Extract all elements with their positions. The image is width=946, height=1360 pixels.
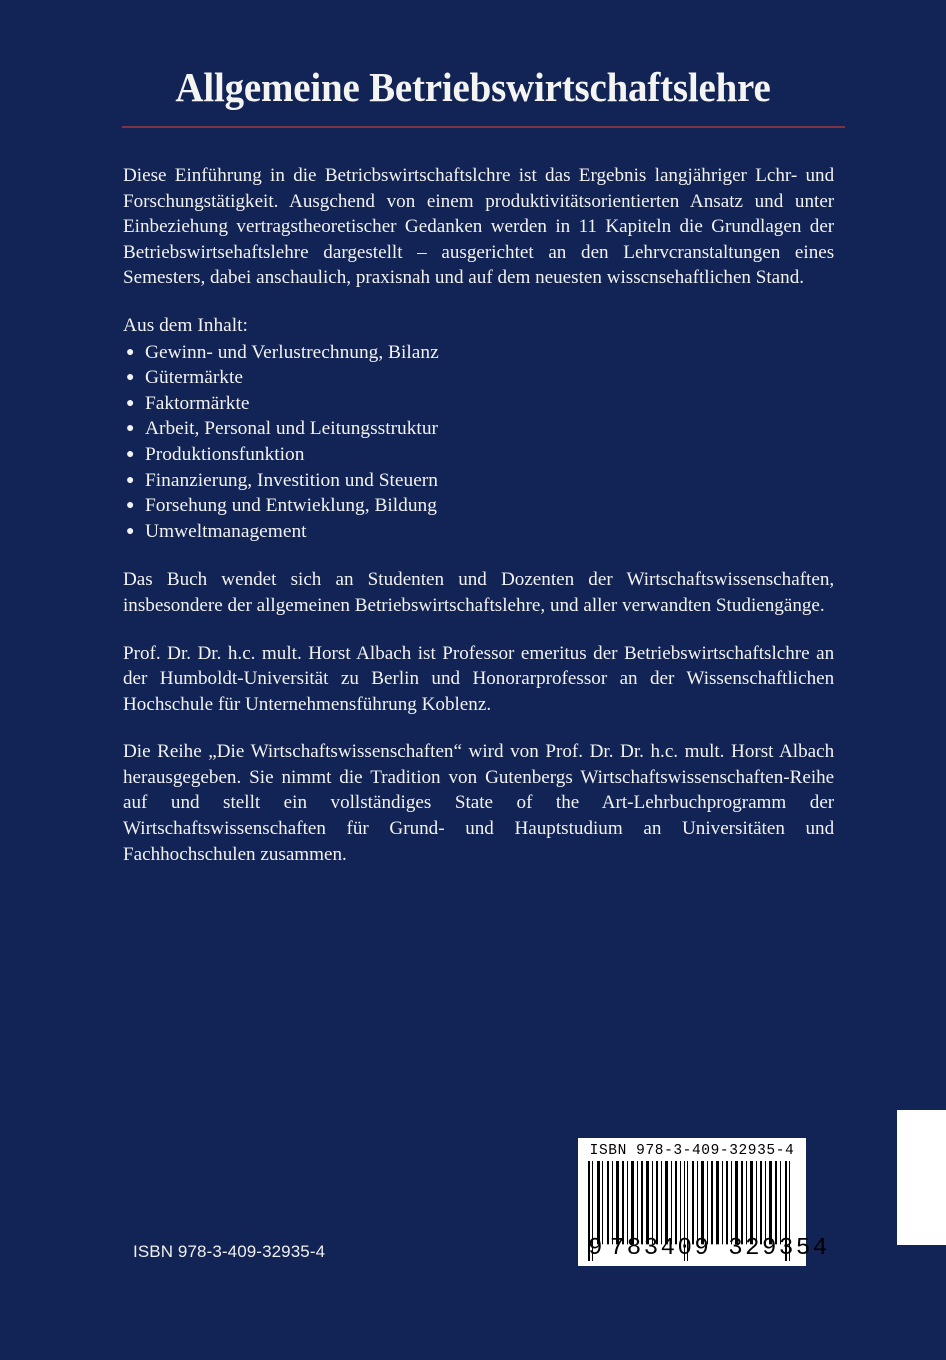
list-item — [123, 519, 845, 545]
page-title: Allgemeine Betriebswirtschaftslehre — [175, 64, 771, 110]
contents-list — [123, 340, 845, 545]
bullet-icon: ● — [126, 421, 135, 437]
list-item — [123, 493, 845, 519]
list-item — [123, 340, 845, 366]
bullet-icon: ● — [126, 472, 135, 488]
title-divider — [122, 126, 845, 128]
bullet-icon: ● — [126, 370, 135, 386]
contents-heading: Aus dem Inhalt: — [123, 314, 248, 336]
title-block — [0, 62, 946, 112]
bullet-icon: ● — [126, 344, 135, 360]
barcode-main-digits: 783409 329354 — [609, 1235, 830, 1262]
list-item-label: Produktionsfunktion — [145, 443, 305, 465]
bullet-icon: ● — [126, 523, 135, 539]
list-item-label: Faktormärkte — [145, 392, 250, 414]
list-item — [123, 442, 845, 468]
list-item-label: Gewinn- und Verlustrechnung, Bilanz — [145, 341, 439, 363]
intro-paragraph: Diese Einführung in die Betricbswirtschaftslchre ist das Ergebnis langjähriger Lchr- und Forschungstätigkeit. Ausgchend von einem produktivitätsorientierten Ansatz und unter Einbeziehung vertragstheoretischer Gedanken werden in 11 Kapiteln die Grundlagen der Betriebswirtsehaftslehre dargestellt – ausgerichtet an den Lehrvcranstaltungen eines Semesters, dabei anschaulich, praxisnah und auf dem neuesten wisscnsehaftlichen Stand. — [123, 165, 835, 289]
audience-paragraph: Das Buch wendet sich an Studenten und Dozenten der Wirtschaftswissenschaften, insbesondere der allgemeinen Betriebswirtschaftslehre, und aller verwandten Studiengänge. — [123, 569, 835, 616]
list-item — [123, 391, 845, 417]
isbn-text: ISBN 978-3-409-32935-4 — [133, 1242, 326, 1261]
barcode-isbn-label: ISBN 978-3-409-32935-4 — [589, 1143, 795, 1159]
bullet-icon: ● — [126, 446, 135, 462]
author-paragraph: Prof. Dr. Dr. h.c. mult. Horst Albach ist Professor emeritus der Betriebswirtschaftslchre an der Humboldt-Universität zu Berlin und Honorarprofessor an der Wissenschaftlichen Hochschule für Unternehmensführung Koblenz. — [123, 642, 835, 715]
list-item-label: Gütermärkte — [145, 367, 243, 389]
contents-block — [123, 313, 845, 544]
bullet-icon: ● — [126, 395, 135, 411]
list-item — [123, 365, 845, 391]
bullet-icon: ● — [126, 498, 135, 514]
blurb-content — [123, 163, 845, 889]
barcode-number — [588, 1235, 830, 1262]
isbn-barcode — [578, 1138, 830, 1266]
list-item — [123, 468, 845, 494]
barcode-lead-digit: 9 — [588, 1235, 605, 1262]
list-item-label: Forsehung und Entwieklung, Bildung — [145, 495, 437, 517]
list-item-label: Umweltmanagement — [145, 520, 307, 542]
list-item — [123, 416, 845, 442]
list-item-label: Arbeit, Personal und Leitungsstruktur — [145, 418, 438, 440]
spine-edge-marker — [897, 1110, 946, 1245]
list-item-label: Finanzierung, Investition und Steuern — [145, 469, 438, 491]
series-paragraph: Die Reihe „Die Wirtschaftswissenschaften“ wird von Prof. Dr. Dr. h.c. mult. Horst Albach herausgegeben. Sie nimmt die Tradition von Gutenbergs Wirtschaftswissenschaften-Reihe auf und stellt ein vollständiges State of the Art-Lehrbuchprogramm der Wirtschaftswissenschaften für Grund- und Hauptstudium an Universitäten und Fachhochschulen zusammen. — [123, 741, 835, 865]
